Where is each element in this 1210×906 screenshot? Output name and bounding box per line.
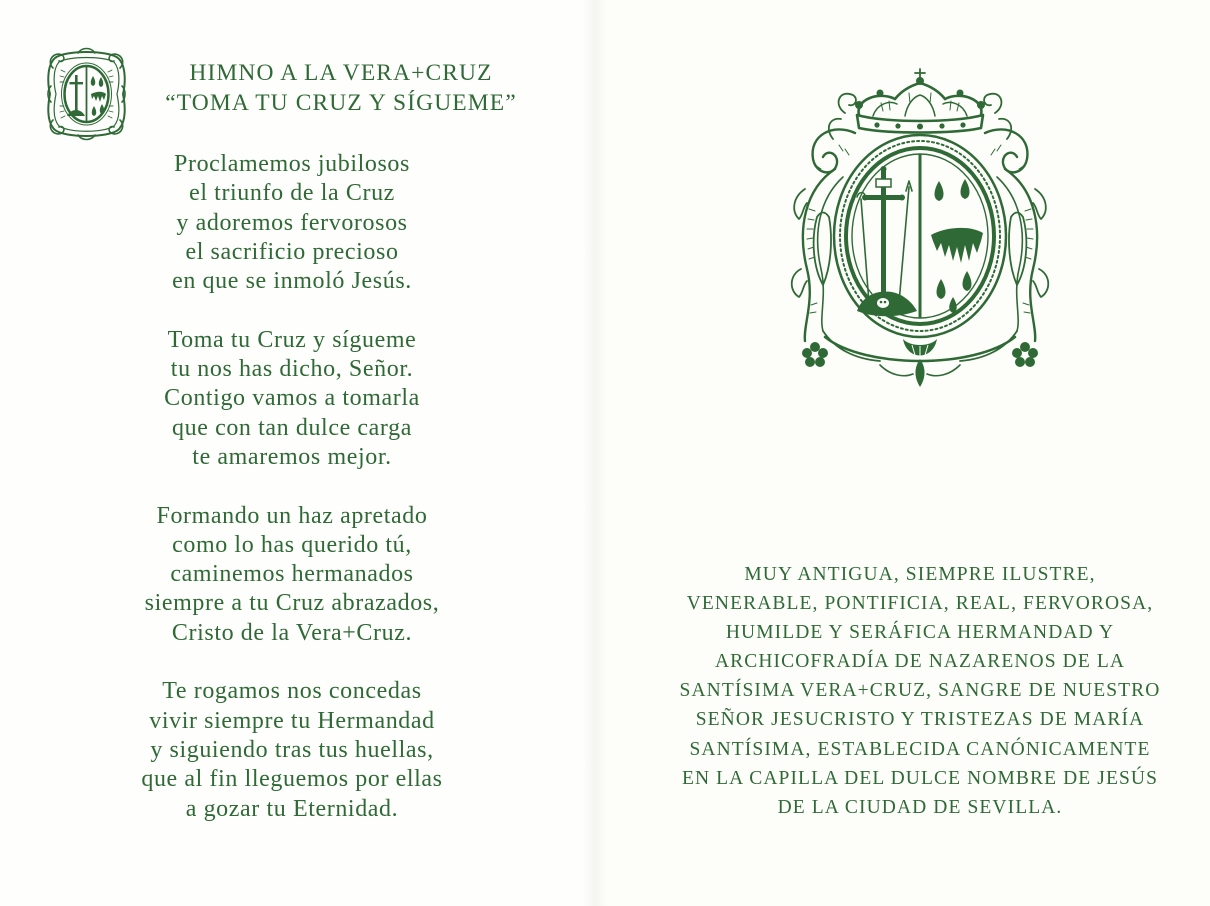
verse-line: Proclamemos jubilosos [174, 151, 410, 177]
verse-line: Toma tu Cruz y sígueme [167, 326, 417, 353]
verse-line: Formando un haz apretado [156, 502, 428, 529]
drops-icon [91, 76, 106, 116]
stanza-1 [82, 150, 502, 296]
dedication-line: MUY ANTIGUA, SIEMPRE ILUSTRE, [744, 564, 1096, 585]
verse-line: Te rogamos nos concedas [162, 678, 422, 705]
hymn-title: HIMNO A LA VERA+CRUZ [189, 60, 493, 86]
dedication-line: EN LA CAPILLA DEL DULCE NOMBRE DE JESÚS [681, 767, 1159, 789]
page-fold [583, 0, 607, 906]
dedication-line: SEÑOR JESUCRISTO Y TRISTEZAS DE MARÍA [695, 709, 1145, 731]
verse-line: como lo has querido tú, [172, 531, 412, 558]
verse-line: que con tan dulce carga [172, 414, 412, 441]
verse-line: Cristo de la Vera+Cruz. [171, 619, 413, 646]
verse-line: siempre a tu Cruz abrazados, [144, 590, 440, 617]
dedication-line: VENERABLE, PONTIFICIA, REAL, FERVOROSA, [686, 593, 1154, 615]
verse-line: Contigo vamos a tomarla [164, 385, 420, 412]
dedication-line: DE LA CIUDAD DE SEVILLA. [777, 796, 1063, 818]
verse-line: y siguiendo tras tus huellas, [150, 736, 434, 763]
hymn-heading [141, 58, 541, 118]
verse-line: y adoremos fervorosos [176, 209, 408, 236]
verse-line: te amaremos mejor. [192, 443, 392, 470]
stanza-4 [82, 677, 502, 823]
verse-line: caminemos hermanados [170, 561, 414, 588]
flower-right-icon [1012, 342, 1038, 367]
stanza-2 [82, 326, 502, 472]
cross-icon [862, 166, 905, 301]
flower-left-icon [802, 342, 828, 367]
verse-line: el sacrificio precioso [185, 238, 399, 265]
large-emblem-drawing [785, 68, 1055, 390]
dedication-line: HUMILDE Y SERÁFICA HERMANDAD Y [725, 622, 1115, 644]
stanza-3 [82, 502, 502, 648]
hymn-subtitle: “TOMA TU CRUZ Y SÍGUEME” [165, 90, 517, 116]
dedication-line: SANTÍSIMA VERA+CRUZ, SANGRE DE NUESTRO [679, 680, 1161, 702]
verse-line: tu nos has dicho, Señor. [170, 356, 414, 383]
verse-line: a gozar tu Eternidad. [185, 795, 399, 822]
brotherhood-dedication [660, 560, 1180, 822]
dedication-line: ARCHICOFRADÍA DE NAZARENOS DE LA [714, 651, 1126, 673]
crowned-coat-of-arms-icon [785, 68, 1055, 390]
verse-line: en que se inmoló Jesús. [172, 268, 412, 295]
coat-of-arms-icon [45, 46, 128, 141]
hymn-verses [82, 150, 502, 853]
small-emblem-drawing [45, 46, 128, 141]
verse-line: que al fin lleguemos por ellas [141, 766, 443, 793]
dedication-line: SANTÍSIMA, ESTABLECIDA CANÓNICAMENTE [689, 738, 1151, 760]
shell-ornament [903, 339, 937, 387]
verse-line: el triunfo de la Cruz [189, 180, 395, 207]
verse-line: vivir siempre tu Hermandad [149, 707, 435, 734]
